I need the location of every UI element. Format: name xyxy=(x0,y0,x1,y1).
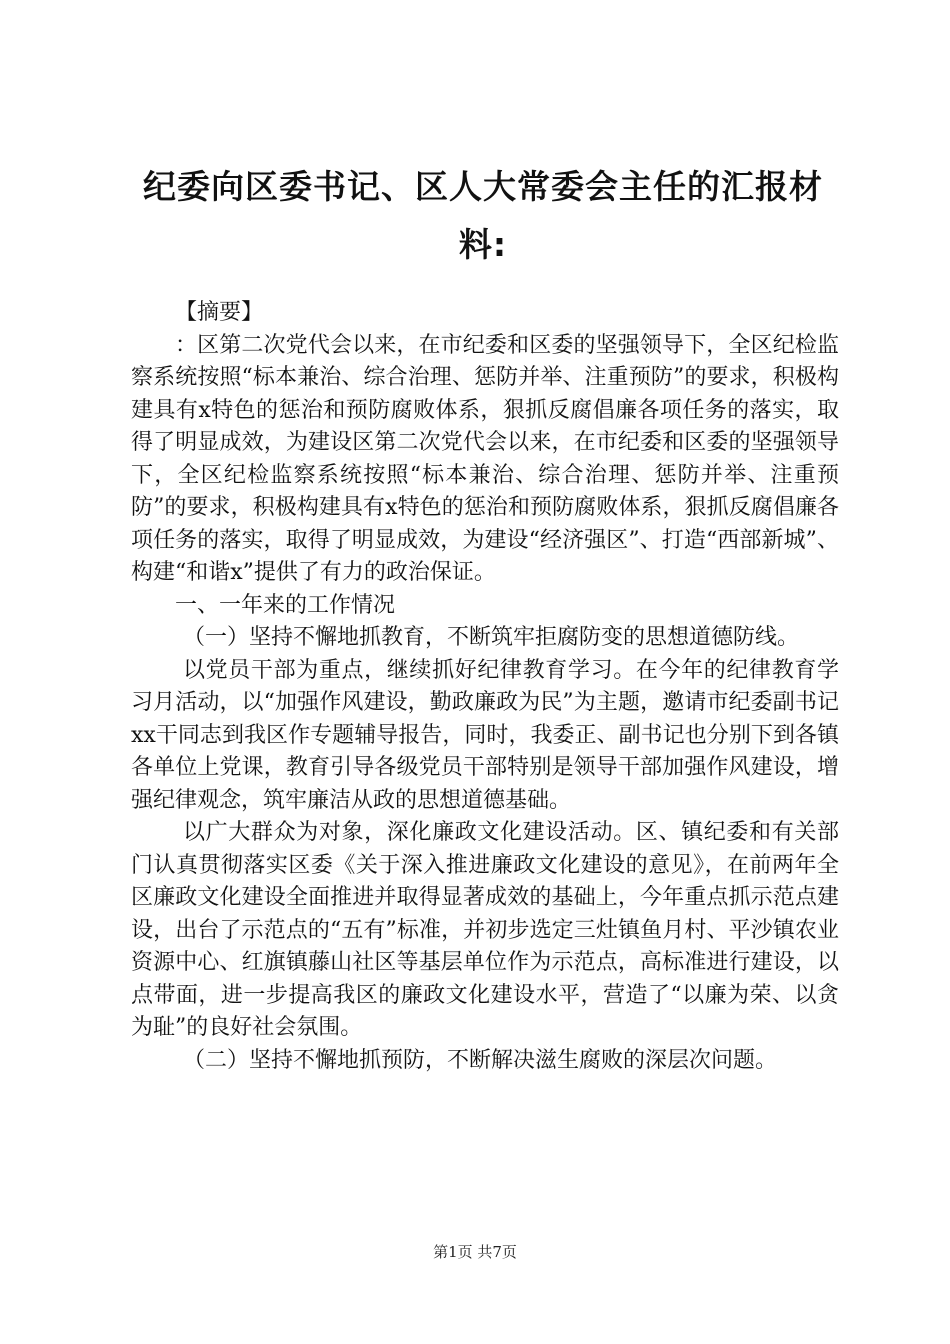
body-paragraph: 以广大群众为对象，深化廉政文化建设活动。区、镇纪委和有关部门认真贯彻落实区委《关于深入推进廉政文化建设的意见》，在前两年全区廉政文化建设全面推进并取得显著成效的基础上，今年重点抓示范点建设，出台了示范点的“五有”标准，并初步选定三灶镇鱼月村、平沙镇农业资源中心、红旗镇藤山社区等基层单位作为示范点，高标准进行建设，以点带面，进一步提高我区的廉政文化建设水平，营造了“以廉为荣、以贪为耻”的良好社会氛围。 xyxy=(131,820,839,1040)
abstract-label: 【摘要】 xyxy=(175,300,264,325)
section-heading-1: 一、一年来的工作情况 xyxy=(175,592,396,618)
document-body xyxy=(131,297,839,1077)
subsection-heading-2: （二）坚持不懈地抓预防，不断解决滋生腐败的深层次问题。 xyxy=(183,1047,778,1073)
body-paragraph: 以党员干部为重点，继续抓好纪律教育学习。在今年的纪律教育学习月活动，以“加强作风建设，勤政廉政为民”为主题，邀请市纪委副书记xx干同志到我区作专题辅导报告，同时，我委正、副书记也分别下到各镇各单位上党课，教育引导各级党员干部特别是领导干部加强作风建设，增强纪律观念，筑牢廉洁从政的思想道德基础。 xyxy=(131,657,839,813)
abstract-paragraph: ：区第二次党代会以来，在市纪委和区委的坚强领导下，全区纪检监察系统按照“标本兼治、综合治理、惩防并举、注重预防”的要求，积极构建具有x特色的惩治和预防腐败体系，狠抓反腐倡廉各项任务的落实，取得了明显成效，为建设区第二次党代会以来，在市纪委和区委的坚强领导下，全区纪检监察系统按照“标本兼治、综合治理、惩防并举、注重预防”的要求，积极构建具有x特色的惩治和预防腐败体系，狠抓反腐倡廉各项任务的落实，取得了明显成效，为建设“经济强区”、打造“西部新城”、构建“和谐x”提供了有力的政治保证。 xyxy=(131,332,839,585)
subsection-heading-1: （一）坚持不懈地抓教育，不断筑牢拒腐防变的思想道德防线。 xyxy=(183,625,800,650)
document-title: 纪委向区委书记、区人大常委会主任的汇报材料: xyxy=(143,167,823,264)
page-footer: 第1页 共7页 xyxy=(433,1243,517,1261)
